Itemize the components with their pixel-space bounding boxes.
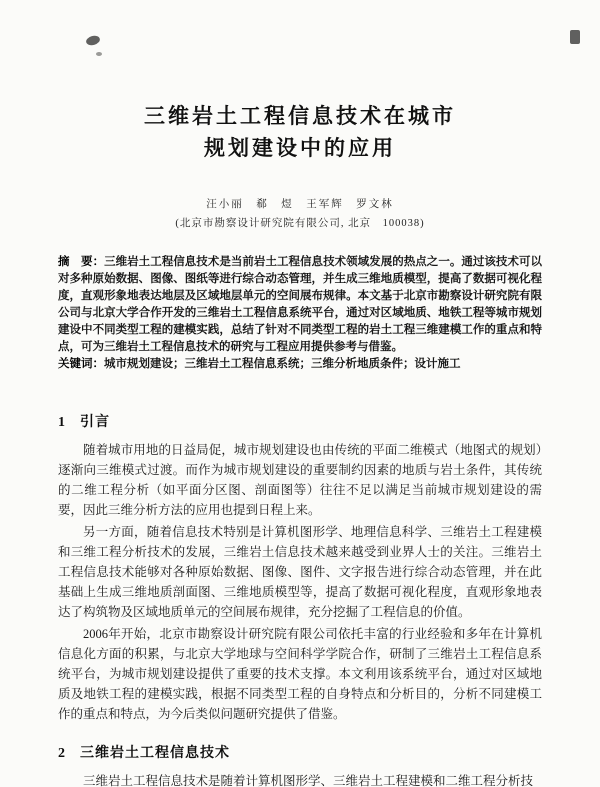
- abstract-text: 三维岩土工程信息技术是当前岩土工程信息技术领域发展的热点之一。通过该技术可以对多种原始数据、图像、图纸等进行综合动态管理，并生成三维地质模型，提高了数据可视化程度，直观形象地表达地层及区域地层单元的空间展布规律。本文基于北京市勘察设计研究院有限公司与北京大学合作开发的三维岩土工程信息系统平台，通过对区域地质、地铁工程等城市规划建设中不同类型工程的建模实践，总结了针对不同类型工程的岩土工程三维建模工作的重点和特点，可为三维岩土工程信息技术的研究与工程应用提供参考与借鉴。: [58, 256, 543, 353]
- section-number: 2: [58, 746, 66, 761]
- abstract-label: 摘 要：: [58, 256, 105, 268]
- scan-smudge-artifact: [570, 30, 580, 44]
- section-title: 三维岩土工程信息技术: [80, 746, 230, 761]
- scan-smudge-artifact: [85, 34, 101, 46]
- body-paragraph: 2006年开始，北京市勘察设计研究院有限公司依托丰富的行业经验和多年在计算机信息化方面的积累，与北京大学地球与空间科学学院合作，研制了三维岩土工程信息系统平台，为城市规划建设提供了重要的技术支撑。本文利用该系统平台，通过对区域地质及地铁工程的建模实践，根据不同类型工程的自身特点和分析目的，分析不同建模工作的重点和特点，为今后类似问题研究提供了借鉴。: [58, 627, 542, 721]
- section-number: 1: [58, 415, 66, 430]
- body-paragraph: 三维岩土工程信息技术是随着计算机图形学、三维岩土工程建模和二维工程分析技: [83, 774, 534, 787]
- section-heading-3d-geotech-info-tech: [58, 742, 542, 762]
- section-heading-introduction: [58, 411, 542, 431]
- author-list: 汪小丽 郗 煜 王军辉 罗文林: [206, 199, 394, 210]
- paper-title-line1: 三维岩土工程信息技术在城市: [144, 104, 456, 128]
- paper-title: [58, 100, 542, 164]
- affiliation: (北京市勘察设计研究院有限公司, 北京 100038): [175, 218, 425, 229]
- keywords: [58, 356, 542, 373]
- body-paragraph: 随着城市用地的日益局促，城市规划建设也由传统的平面二维模式（地图式的规划）逐渐向三维模式过渡。而作为城市规划建设的重要制约因素的地质与岩土条件，其传统的二维工程分析（如平面分区图、剖面图等）往往不足以满足当前城市规划建设的需要，因此三维分析方法的应用也提到日程上来。: [58, 443, 542, 517]
- paper-title-line2: 规划建设中的应用: [204, 136, 396, 160]
- keywords-text: 城市规划建设；三维岩土工程信息系统；三维分析地质条件；设计施工: [104, 358, 461, 370]
- section-title: 引言: [80, 415, 110, 430]
- keywords-label: 关键词：: [58, 358, 104, 370]
- scan-smudge-artifact: [96, 52, 102, 56]
- body-paragraph: 另一方面，随着信息技术特别是计算机图形学、地理信息科学、三维岩土工程建模和三维工程分析技术的发展，三维岩土信息技术越来越受到业界人士的关注。三维岩土工程信息技术能够对各种原始数据、图像、图件、文字报告进行综合动态管理，并在此基础上生成三维地质剖面图、三维地质模型等，提高了数据可视化程度，直观形象地表达了构筑物及区域地质单元的空间展布规律，充分挖掘了工程信息的价值。: [58, 525, 542, 619]
- abstract: [58, 254, 542, 356]
